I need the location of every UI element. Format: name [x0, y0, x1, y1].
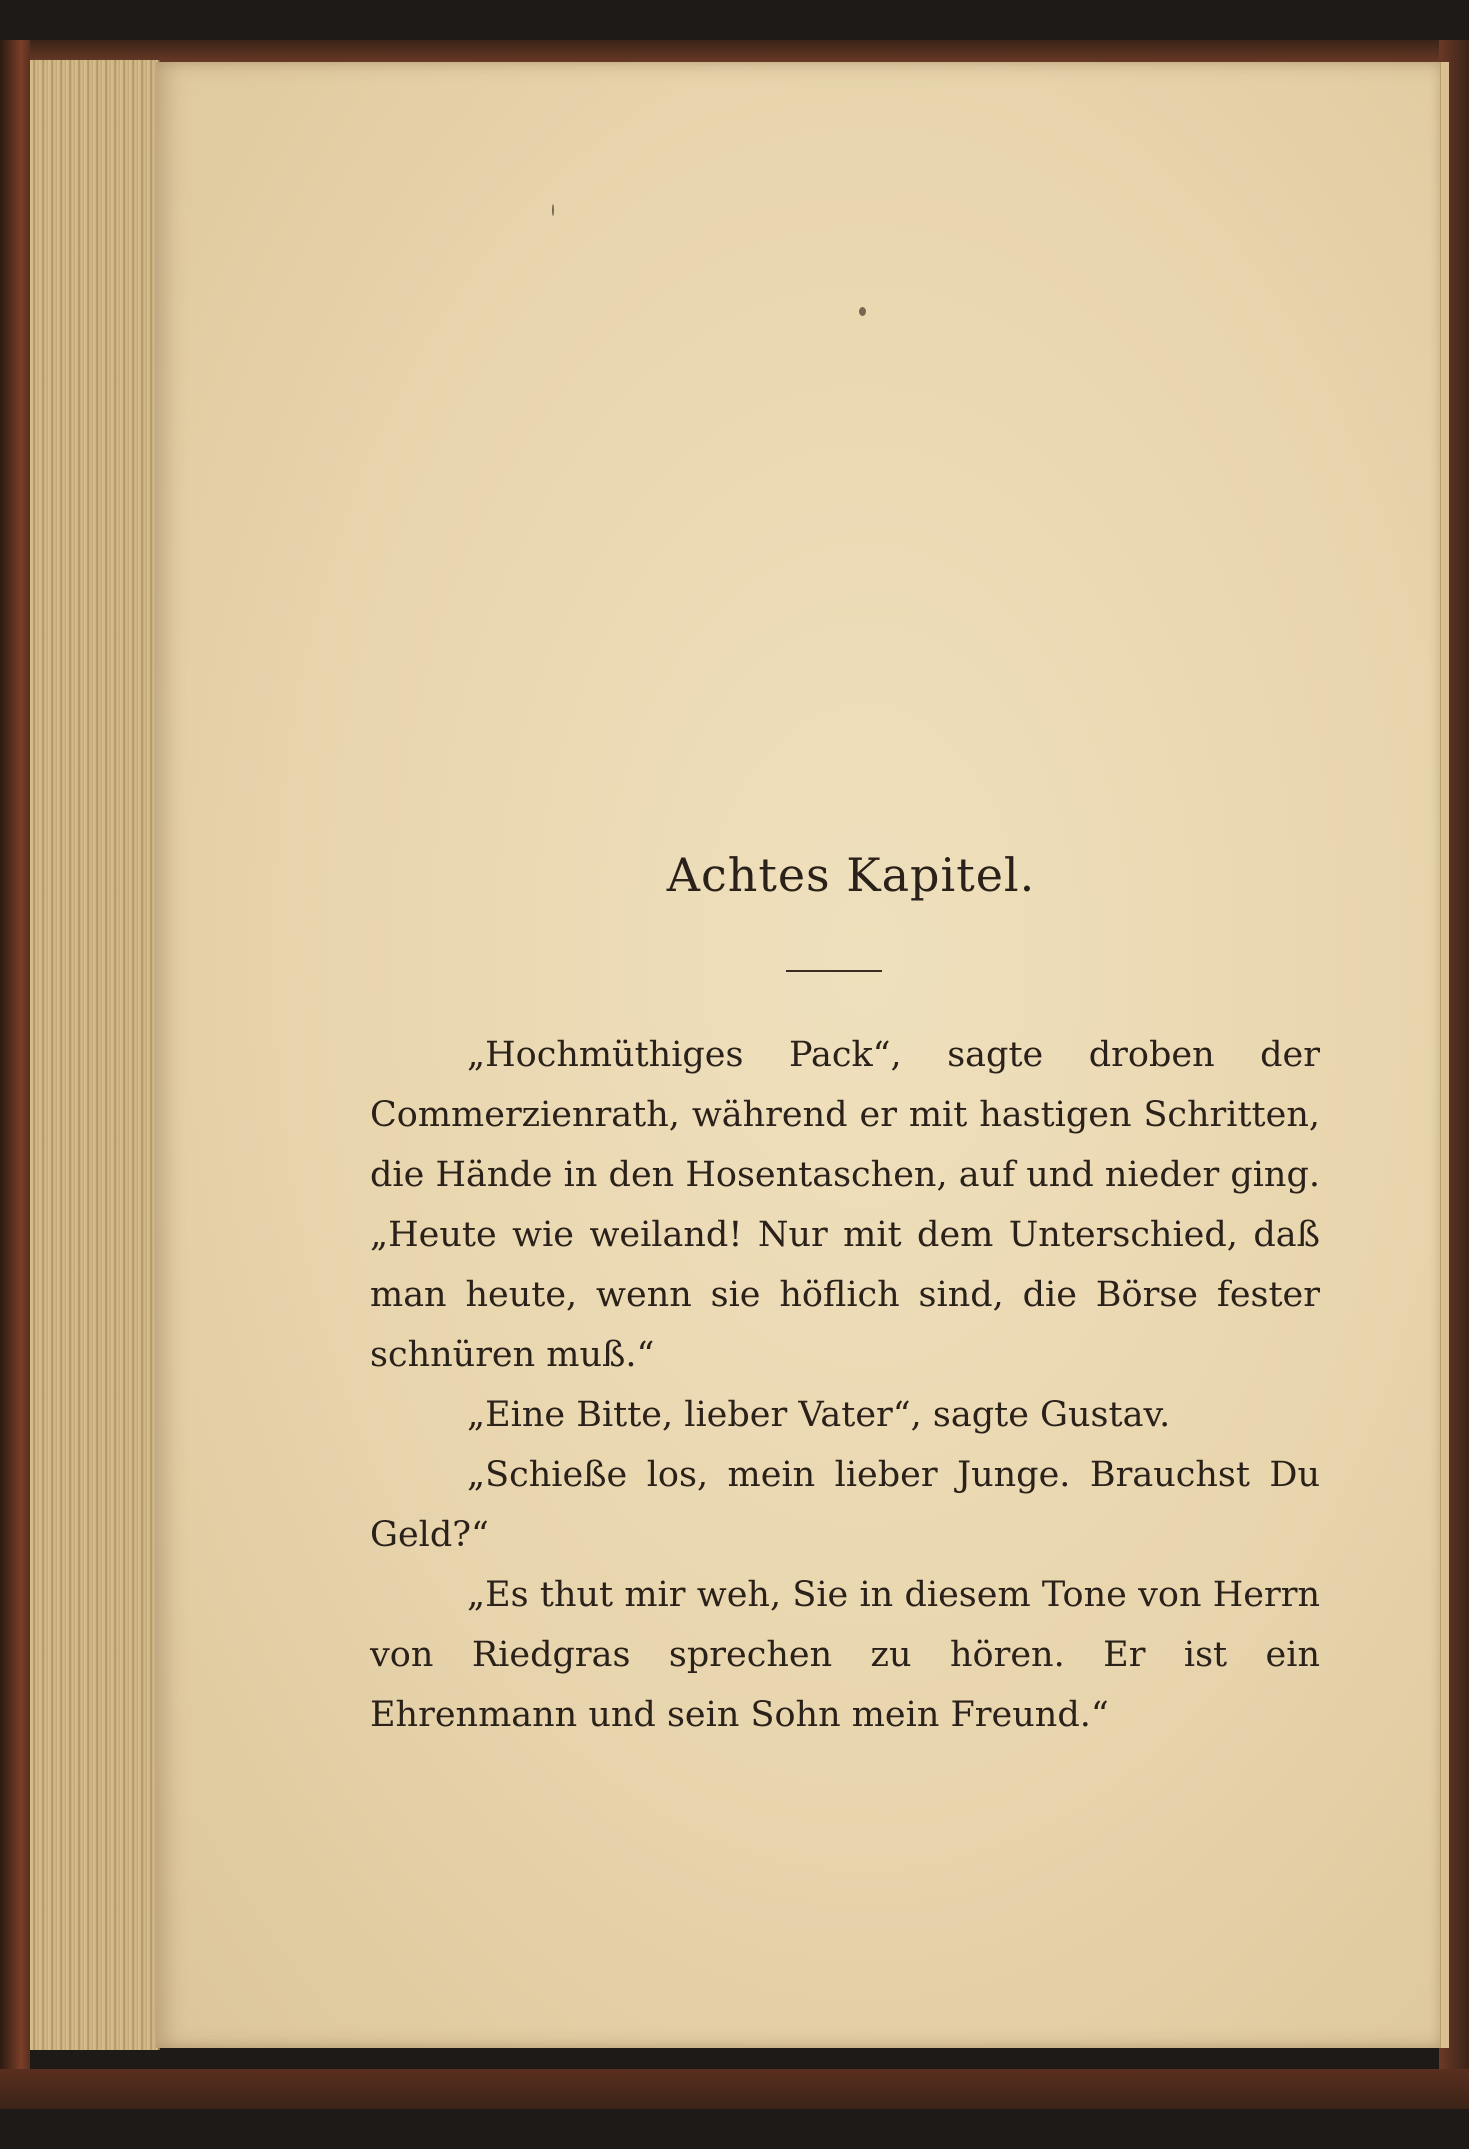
book-cover-left: [0, 40, 30, 2080]
paragraph: „Es thut mir weh, Sie in diesem Tone von Herrn von Riedgras sprechen zu hören. Er ist ein Ehrenmann und sein Sohn mein Freund.“: [370, 1575, 1320, 1735]
title-divider: [786, 970, 882, 972]
paper-speck: [552, 204, 554, 216]
paper-speck: [859, 307, 866, 316]
paragraph: „Hochmüthiges Pack“, sagte droben der Commerzienrath, während er mit hastigen Schritten, die Hände in den Hosentaschen, auf und nieder ging. „Heute wie weiland! Nur mit dem Unterschied, daß man heute, wenn sie höflich sind, die Börse fester schnüren muß.“: [370, 1035, 1320, 1375]
chapter-title: Achtes Kapitel.: [666, 848, 1036, 902]
page-edges: [30, 60, 160, 2050]
page-right-edge: [1440, 62, 1449, 2048]
paragraph: „Eine Bitte, lieber Vater“, sagte Gustav.: [467, 1395, 1171, 1435]
paragraph: „Schieße los, mein lieber Junge. Brauchst Du Geld?“: [370, 1455, 1320, 1555]
book-cover-bottom: [0, 2069, 1469, 2109]
body-text: [370, 1025, 1320, 1745]
